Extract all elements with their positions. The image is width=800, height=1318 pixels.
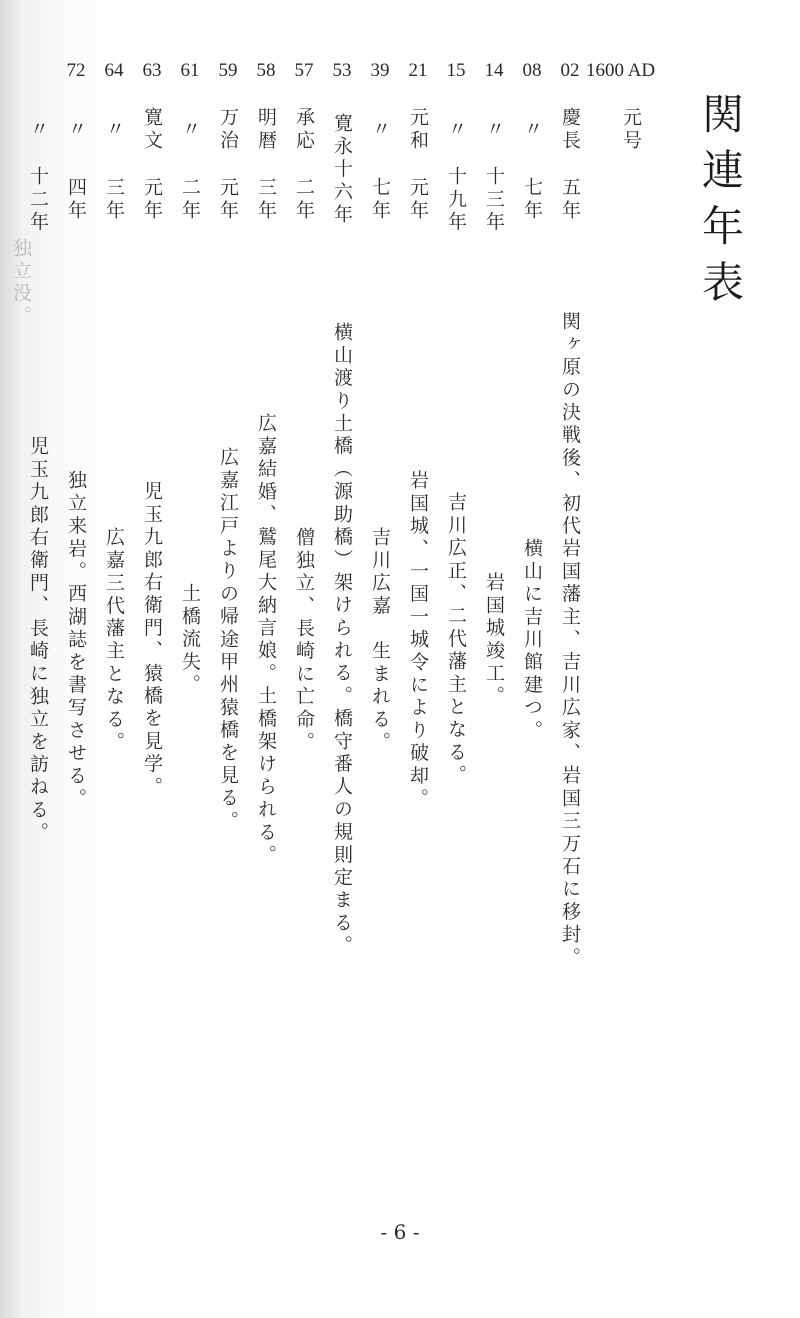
era-name: 〃 — [179, 118, 201, 142]
era-name: 承応 — [293, 107, 315, 153]
era-name: 〃 — [445, 118, 467, 142]
year-label: 57 — [294, 60, 314, 81]
show-through-text: 独立没。 — [10, 238, 32, 328]
year-label: 1600 AD — [586, 60, 656, 81]
year-label: 08 — [522, 60, 542, 81]
timeline-entry — [94, 58, 134, 1040]
year-label: 39 — [370, 60, 390, 81]
era-year: 二年 — [179, 177, 201, 223]
era-name: 〃 — [103, 118, 125, 142]
era-year: 三年 — [103, 177, 125, 223]
event-text: 児玉九郎右衛門、猿橋を見学。 — [141, 481, 163, 799]
era-name: 元和 — [407, 107, 429, 153]
timeline-entry — [436, 58, 476, 1040]
timeline-entry — [132, 58, 172, 1040]
timeline-entry — [246, 58, 286, 1040]
era-name: 〃 — [65, 118, 87, 142]
event-text: 吉川広正、二代藩主となる。 — [445, 492, 467, 788]
event-text: 土橋流失。 — [179, 583, 201, 697]
event-text: 広嘉三代藩主となる。 — [103, 526, 125, 754]
event-text: 僧独立、長崎に亡命。 — [293, 526, 315, 754]
year-label: 14 — [484, 60, 504, 81]
timeline-entry — [512, 58, 552, 1040]
era-name: 寛永十六年 — [331, 113, 353, 227]
era-name: 寛文 — [141, 107, 163, 153]
era-name: 明暦 — [255, 107, 277, 153]
year-label: 61 — [180, 60, 200, 81]
era-year: 七年 — [521, 177, 543, 223]
year-label: 64 — [104, 60, 124, 81]
timeline-entry — [284, 58, 324, 1040]
year-label: 15 — [446, 60, 466, 81]
era-year: 十三年 — [483, 165, 505, 235]
page-number: - 6 - — [380, 1220, 420, 1244]
era-name: 〃 — [27, 118, 49, 142]
timeline-entry — [322, 58, 362, 1040]
timeline-entry — [170, 58, 210, 1040]
era-name: 万治 — [217, 107, 239, 153]
timeline-entry — [550, 58, 590, 1040]
era-year: 元年 — [217, 177, 239, 223]
era-year: 十二年 — [27, 165, 49, 235]
year-label: 21 — [408, 60, 428, 81]
event-text: 岩国城竣工。 — [483, 571, 505, 709]
event-text: 広嘉江戸よりの帰途甲州猿橋を見る。 — [217, 447, 239, 833]
event-text: 横山に吉川館建つ。 — [521, 537, 543, 743]
era-name: 〃 — [483, 118, 505, 142]
timeline-entry — [56, 58, 96, 1040]
event-text: 横山渡り土橋（源助橋）架けられる。橋守番人の規則定まる。 — [331, 322, 353, 958]
era-year: 五年 — [559, 177, 581, 223]
event-text: 独立来岩。西湖誌を書写させる。 — [65, 469, 87, 811]
event-text: 児玉九郎右衛門、長崎に独立を訪ねる。 — [27, 435, 49, 845]
year-label: 53 — [332, 60, 352, 81]
timeline-entry — [360, 58, 400, 1040]
timeline-entry — [474, 58, 514, 1040]
event-text: 関ヶ原の決戦後、初代岩国藩主、吉川広家、岩国三万石に移封。 — [559, 310, 581, 970]
year-label: 72 — [66, 60, 86, 81]
timeline-header-column — [586, 58, 654, 160]
event-text: 広嘉結婚、鷲尾大納言娘。土橋架けられる。 — [255, 413, 277, 867]
era-name: 〃 — [369, 118, 391, 142]
era-name: 元号 — [620, 107, 642, 153]
era-name: 慶長 — [559, 107, 581, 153]
era-year: 二年 — [293, 177, 315, 223]
year-label: 58 — [256, 60, 276, 81]
event-text: 吉川広嘉 生まれる。 — [369, 526, 391, 754]
era-year: 四年 — [65, 177, 87, 223]
timeline-entry — [398, 58, 438, 1040]
year-label: 02 — [560, 60, 580, 81]
page-title: 関連年表 — [696, 92, 745, 316]
timeline-entry — [208, 58, 248, 1040]
era-year: 元年 — [407, 177, 429, 223]
year-label: 59 — [218, 60, 238, 81]
event-text: 岩国城、一国一城令により破却。 — [407, 469, 429, 811]
era-year: 三年 — [255, 177, 277, 223]
era-year: 十九年 — [445, 165, 467, 235]
era-year: 元年 — [141, 177, 163, 223]
era-year: 七年 — [369, 177, 391, 223]
era-name: 〃 — [521, 118, 543, 142]
year-label: 63 — [142, 60, 162, 81]
